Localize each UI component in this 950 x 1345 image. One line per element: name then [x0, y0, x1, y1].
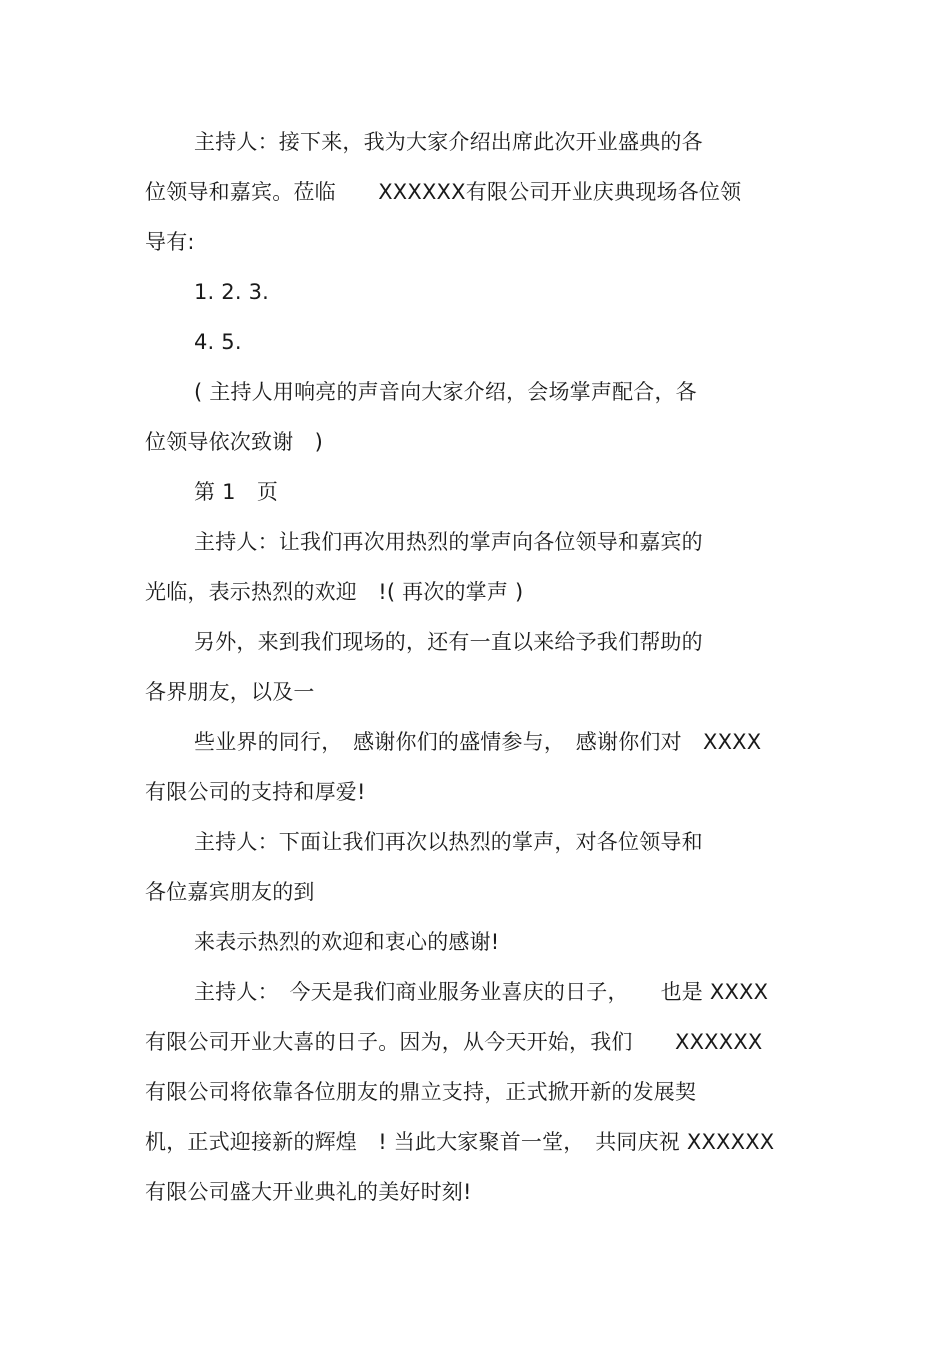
text-line: 各界朋友，以及一	[145, 680, 315, 704]
text-line: ( 主持人用响亮的声音向大家介绍，会场掌声配合，各	[194, 380, 697, 404]
text-line: 有限公司盛大开业典礼的美好时刻!	[145, 1180, 472, 1204]
text-line: 有限公司将依靠各位朋友的鼎立支持，正式掀开新的发展契	[145, 1080, 697, 1104]
text-line: 有限公司开业大喜的日子。因为，从今天开始，我们 XXXXXX	[145, 1030, 763, 1054]
text-line: 机，正式迎接新的辉煌 ! 当此大家聚首一堂， 共同庆祝 XXXXXX	[145, 1130, 775, 1154]
text-line: 主持人：下面让我们再次以热烈的掌声，对各位领导和	[194, 830, 703, 854]
text-line: 来表示热烈的欢迎和衷心的感谢!	[194, 930, 500, 954]
text-line: 另外，来到我们现场的，还有一直以来给予我们帮助的	[194, 630, 703, 654]
text-line: 位领导和嘉宾。莅临 XXXXXX有限公司开业庆典现场各位领	[145, 180, 742, 204]
text-line: 光临，表示热烈的欢迎 !( 再次的掌声 )	[145, 580, 524, 604]
page-number: 第 1 页	[194, 480, 279, 504]
text-line: 位领导依次致谢 )	[145, 430, 323, 454]
text-line: 主持人： 今天是我们商业服务业喜庆的日子， 也是 XXXX	[194, 980, 769, 1004]
text-line: 主持人：接下来，我为大家介绍出席此次开业盛典的各	[194, 130, 703, 154]
text-line: 1. 2. 3.	[194, 280, 270, 304]
text-line: 有限公司的支持和厚爱!	[145, 780, 366, 804]
text-line: 4. 5.	[194, 330, 242, 354]
text-line: 些业界的同行， 感谢你们的盛情参与， 感谢你们对 XXXX	[194, 730, 762, 754]
text-line: 主持人：让我们再次用热烈的掌声向各位领导和嘉宾的	[194, 530, 703, 554]
text-line: 各位嘉宾朋友的到	[145, 880, 315, 904]
text-line: 导有:	[145, 230, 195, 254]
